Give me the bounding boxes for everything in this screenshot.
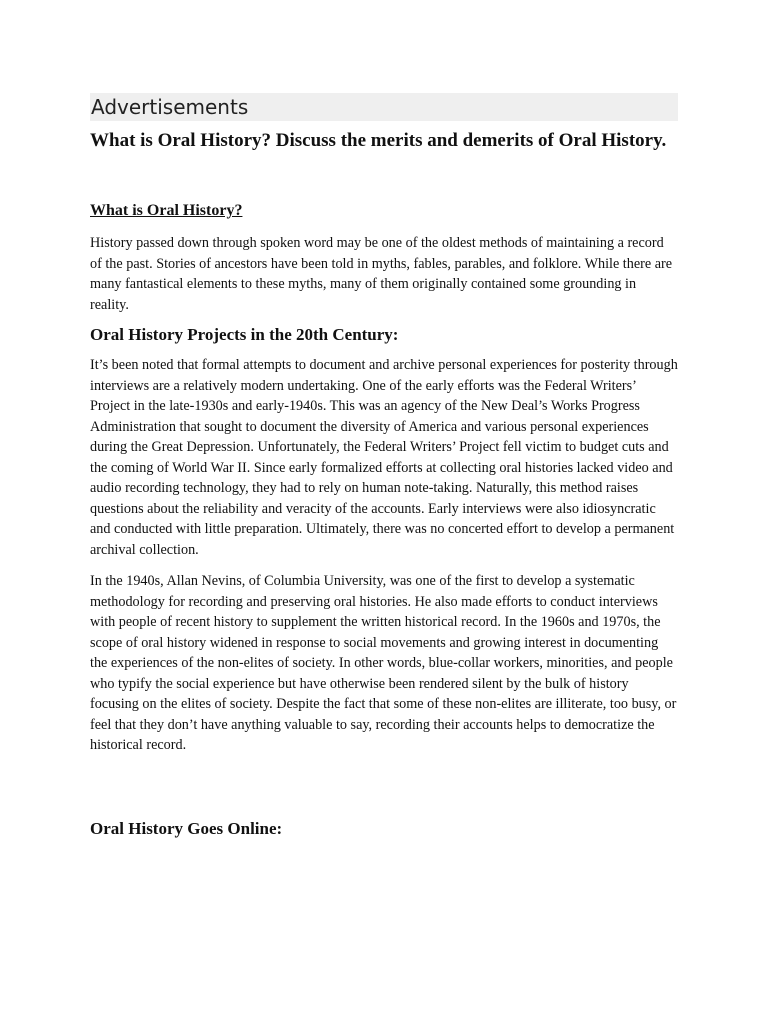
- advertisements-label: Advertisements: [91, 95, 249, 119]
- section2-paragraph-1: It’s been noted that formal attempts to document and archive personal experiences for posterity through interviews are a relatively modern undertaking. One of the early efforts was the Federal Writers’ Project in the late-1930s and early-1940s. This was an agency of the New Deal’s Works Progress Administration that sought to document the diversity of America and various personal experiences during the Great Depression. Unfortunately, the Federal Writers’ Project fell victim to budget cuts and the coming of World War II. Since early formalized efforts at collecting oral histories lacked video and audio recording technology, they had to rely on human note-taking. Naturally, this method raises questions about the reliability and veracity of the accounts. Early interviews were also idiosyncratic and conducted with little preparation. Ultimately, there was no concerted effort to develop a permanent archival collection.: [90, 357, 678, 558]
- section2-paragraph-2: In the 1940s, Allan Nevins, of Columbia University, was one of the first to develop a systematic methodology for recording and preserving oral histories. He also made efforts to conduct interviews with people of recent history to supplement the written historical record. In the 1960s and 1970s, the scope of oral history widened in response to social movements and growing interest in documenting the experiences of the non-elites of society. In other words, blue-collar workers, minorities, and people who typify the social experience but have otherwise been rendered silent by the bulk of history focusing on the elites of society. Despite the fact that some of these non-elites are illiterate, too busy, or feel that they don’t have anything valuable to say, recording their accounts helps to democratize the historical record.: [90, 573, 677, 753]
- article-title: What is Oral History? Discuss the merits and demerits of Oral History.: [90, 130, 667, 151]
- section-heading-oral-history-goes-online: Oral History Goes Online:: [90, 818, 283, 838]
- document-page: [90, 93, 678, 840]
- section-heading-what-is-oral-history: What is Oral History?: [90, 202, 243, 219]
- advertisements-banner[interactable]: [90, 93, 678, 121]
- section1-paragraph: History passed down through spoken word may be one of the oldest methods of maintaining a record of the past. Stories of ancestors have been told in myths, fables, parables, and folklore. While there are many fantastical elements to these myths, many of them originally contained some grounding in reality.: [90, 235, 673, 313]
- section-heading-oral-history-projects: Oral History Projects in the 20th Century:: [90, 325, 399, 344]
